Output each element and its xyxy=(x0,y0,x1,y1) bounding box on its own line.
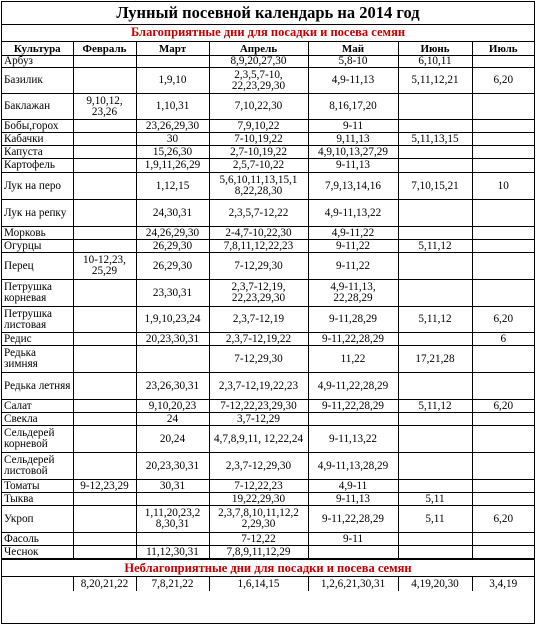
table-row xyxy=(2,533,534,546)
crop-name-cell: Редька летняя xyxy=(2,373,73,400)
days-cell-july: 6,20 xyxy=(472,307,534,333)
days-cell-july xyxy=(472,120,534,133)
days-cell-may: 8,16,17,20 xyxy=(308,94,398,120)
days-cell-july xyxy=(472,346,534,373)
days-cell-april: 2,3,5,7-10, 22,23,29,30 xyxy=(209,68,308,94)
days-cell-june xyxy=(398,546,472,559)
days-cell-april: 7-12,29,30 xyxy=(209,346,308,373)
days-cell-february xyxy=(73,400,136,413)
days-cell-may xyxy=(308,546,398,559)
days-cell-february xyxy=(73,200,136,227)
days-cell-may: 4,9-11 xyxy=(308,480,398,493)
days-cell-april: 2,3,5,7-12,22 xyxy=(209,200,308,227)
crop-name-cell: Баклажан xyxy=(2,94,73,120)
days-cell-april: 2,3,7,8,10,11,12,2 2,29,30 xyxy=(209,506,308,533)
days-cell-june: 5,11,12 xyxy=(398,400,472,413)
days-cell-june: 6,10,11 xyxy=(398,56,472,68)
days-cell-july: 6,20 xyxy=(472,68,534,94)
table-row xyxy=(2,546,534,559)
table-row xyxy=(2,253,534,280)
days-cell-april: 19,22,29,30 xyxy=(209,493,308,506)
days-cell-february xyxy=(73,240,136,253)
days-cell-march: 24 xyxy=(136,413,209,426)
days-cell-may: 9-11,22,28,29 xyxy=(308,400,398,413)
days-cell-june: 5,11 xyxy=(398,506,472,533)
days-cell-april: 7-12,29,30 xyxy=(209,253,308,280)
days-cell-march xyxy=(136,346,209,373)
unfavorable-cell-crop xyxy=(2,577,73,591)
days-cell-july xyxy=(472,426,534,453)
table-row xyxy=(2,480,534,493)
days-cell-july xyxy=(472,413,534,426)
days-cell-april: 7-12,22,23 xyxy=(209,480,308,493)
days-cell-june xyxy=(398,253,472,280)
table-row xyxy=(2,133,534,146)
calendar-table xyxy=(2,42,534,559)
days-cell-march: 20,23,30,31 xyxy=(136,333,209,346)
crop-name-cell: Томаты xyxy=(2,480,73,493)
days-cell-march: 11,12,30,31 xyxy=(136,546,209,559)
days-cell-july xyxy=(472,373,534,400)
unfavorable-cell-june: 4,19,20,30 xyxy=(398,577,472,591)
days-cell-march: 23,26,29,30 xyxy=(136,120,209,133)
unfavorable-cell-april: 1,6,14,15 xyxy=(209,577,308,591)
days-cell-june xyxy=(398,453,472,480)
table-row xyxy=(2,68,534,94)
days-cell-june xyxy=(398,120,472,133)
page-title: Лунный посевной календарь на 2014 год xyxy=(2,2,534,25)
days-cell-february xyxy=(73,413,136,426)
days-cell-february xyxy=(73,68,136,94)
days-cell-february xyxy=(73,227,136,240)
days-cell-april: 2,5,7-10,22 xyxy=(209,159,308,173)
days-cell-april: 7-10,19,22 xyxy=(209,133,308,146)
col-header-april: Апрель xyxy=(209,42,308,56)
days-cell-february: 9-12,23,29 xyxy=(73,480,136,493)
crop-name-cell: Арбуз xyxy=(2,56,73,68)
table-row xyxy=(2,413,534,426)
col-header-june: Июнь xyxy=(398,42,472,56)
days-cell-march: 1,9,11,26,29 xyxy=(136,159,209,173)
table-row xyxy=(2,280,534,307)
table-row xyxy=(2,426,534,453)
days-cell-april: 2,7-10,19,22 xyxy=(209,146,308,159)
days-cell-march: 23,30,31 xyxy=(136,280,209,307)
days-cell-may: 9-11,28,29 xyxy=(308,307,398,333)
days-cell-july xyxy=(472,200,534,227)
days-cell-may: 9-11,13 xyxy=(308,493,398,506)
table-row xyxy=(2,333,534,346)
days-cell-may: 9-11 xyxy=(308,533,398,546)
crop-name-cell: Редька зимняя xyxy=(2,346,73,373)
days-cell-april: 4,7,8,9,11, 12,22,24 xyxy=(209,426,308,453)
crop-name-cell: Морковь xyxy=(2,227,73,240)
days-cell-july xyxy=(472,94,534,120)
days-cell-july xyxy=(472,240,534,253)
days-cell-march: 20,24 xyxy=(136,426,209,453)
crop-name-cell: Тыква xyxy=(2,493,73,506)
days-cell-march: 24,30,31 xyxy=(136,200,209,227)
days-cell-february xyxy=(73,506,136,533)
table-row xyxy=(2,120,534,133)
days-cell-february xyxy=(73,346,136,373)
days-cell-may: 4,9-11,22 xyxy=(308,227,398,240)
table-row xyxy=(2,173,534,200)
crop-name-cell: Картофель xyxy=(2,159,73,173)
days-cell-june: 5,11 xyxy=(398,493,472,506)
days-cell-july xyxy=(472,146,534,159)
days-cell-may: 4,9-11,13,22 xyxy=(308,200,398,227)
table-row xyxy=(2,307,534,333)
days-cell-march: 23,26,30,31 xyxy=(136,373,209,400)
table-row xyxy=(2,94,534,120)
days-cell-may: 4,9-11,22,28,29 xyxy=(308,373,398,400)
calendar-sheet xyxy=(1,1,535,624)
days-cell-february xyxy=(73,453,136,480)
days-cell-february: 9,10,12, 23,26 xyxy=(73,94,136,120)
table-row xyxy=(2,493,534,506)
days-cell-june xyxy=(398,200,472,227)
days-cell-june xyxy=(398,227,472,240)
days-cell-february xyxy=(73,159,136,173)
crop-name-cell: Сельдерей корневой xyxy=(2,426,73,453)
table-row xyxy=(2,400,534,413)
days-cell-march: 1,9,10 xyxy=(136,68,209,94)
col-header-july: Июль xyxy=(472,42,534,56)
table-row xyxy=(2,200,534,227)
days-cell-february xyxy=(73,173,136,200)
days-cell-april: 7,9,10,22 xyxy=(209,120,308,133)
crop-name-cell: Лук на перо xyxy=(2,173,73,200)
days-cell-march: 30,31 xyxy=(136,480,209,493)
crop-name-cell: Сельдерей листовой xyxy=(2,453,73,480)
days-cell-february xyxy=(73,120,136,133)
unfavorable-cell-february: 8,20,21,22 xyxy=(73,577,136,591)
table-row xyxy=(2,159,534,173)
days-cell-may: 9-11,13 xyxy=(308,159,398,173)
days-cell-april: 2,3,7-12,19,22,23 xyxy=(209,373,308,400)
days-cell-july: 10 xyxy=(472,173,534,200)
days-cell-july xyxy=(472,56,534,68)
unfavorable-cell-july: 3,4,19 xyxy=(472,577,534,591)
days-cell-july xyxy=(472,227,534,240)
unfavorable-table xyxy=(2,577,534,591)
days-cell-april: 7,8,11,12,22,23 xyxy=(209,240,308,253)
days-cell-july xyxy=(472,159,534,173)
days-cell-march xyxy=(136,533,209,546)
days-cell-april: 5,6,10,11,13,15,1 8,22,28,30 xyxy=(209,173,308,200)
days-cell-july xyxy=(472,133,534,146)
days-cell-june xyxy=(398,373,472,400)
days-cell-may: 4,9-11,13,28,29 xyxy=(308,453,398,480)
crop-name-cell: Базилик xyxy=(2,68,73,94)
days-cell-may: 5,8-10 xyxy=(308,56,398,68)
days-cell-june: 5,11,13,15 xyxy=(398,133,472,146)
days-cell-march: 15,26,30 xyxy=(136,146,209,159)
unfavorable-cell-may: 1,2,6,21,30,31 xyxy=(308,577,398,591)
col-header-may: Май xyxy=(308,42,398,56)
crop-name-cell: Свекла xyxy=(2,413,73,426)
days-cell-march xyxy=(136,493,209,506)
days-cell-may: 4,9,10,13,27,29 xyxy=(308,146,398,159)
days-cell-april: 7-12,22 xyxy=(209,533,308,546)
days-cell-may: 9-11,22 xyxy=(308,240,398,253)
days-cell-july: 6 xyxy=(472,333,534,346)
days-cell-march: 1,11,20,23,2 8,30,31 xyxy=(136,506,209,533)
table-row xyxy=(2,346,534,373)
days-cell-february xyxy=(73,426,136,453)
crop-name-cell: Салат xyxy=(2,400,73,413)
days-cell-july xyxy=(472,480,534,493)
days-cell-july xyxy=(472,546,534,559)
table-row xyxy=(2,373,534,400)
days-cell-june: 5,11,12 xyxy=(398,240,472,253)
days-cell-april: 2,3,7-12,29,30 xyxy=(209,453,308,480)
days-cell-february xyxy=(73,56,136,68)
days-cell-june xyxy=(398,280,472,307)
days-cell-february: 10-12,23, 25,29 xyxy=(73,253,136,280)
days-cell-march: 30 xyxy=(136,133,209,146)
days-cell-march: 1,9,10,23,24 xyxy=(136,307,209,333)
days-cell-may: 9-11,22,28,29 xyxy=(308,506,398,533)
crop-name-cell: Перец xyxy=(2,253,73,280)
days-cell-february xyxy=(73,333,136,346)
days-cell-july xyxy=(472,453,534,480)
days-cell-april: 2,3,7-12,19,22 xyxy=(209,333,308,346)
days-cell-june xyxy=(398,333,472,346)
days-cell-may: 11,22 xyxy=(308,346,398,373)
days-cell-february xyxy=(73,133,136,146)
days-cell-may: 4,9-11,13, 22,28,29 xyxy=(308,280,398,307)
favorable-heading: Благоприятные дни для посадки и посева семян xyxy=(2,25,534,42)
days-cell-june xyxy=(398,159,472,173)
days-cell-june xyxy=(398,94,472,120)
crop-name-cell: Капуста xyxy=(2,146,73,159)
col-header-march: Март xyxy=(136,42,209,56)
days-cell-july: 6,20 xyxy=(472,400,534,413)
days-cell-february xyxy=(73,307,136,333)
days-cell-may: 9-11,13,22 xyxy=(308,426,398,453)
days-cell-june xyxy=(398,533,472,546)
days-cell-february xyxy=(73,493,136,506)
crop-name-cell: Редис xyxy=(2,333,73,346)
table-row xyxy=(2,146,534,159)
unfavorable-cell-march: 7,8,21,22 xyxy=(136,577,209,591)
days-cell-march xyxy=(136,56,209,68)
days-cell-june xyxy=(398,480,472,493)
days-cell-february xyxy=(73,146,136,159)
table-row xyxy=(2,240,534,253)
days-cell-april: 3,7-12,29 xyxy=(209,413,308,426)
days-cell-june xyxy=(398,426,472,453)
days-cell-may: 9-11 xyxy=(308,120,398,133)
days-cell-may: 9-11,22 xyxy=(308,253,398,280)
days-cell-july xyxy=(472,253,534,280)
days-cell-july xyxy=(472,533,534,546)
days-cell-june xyxy=(398,413,472,426)
days-cell-march: 20,23,30,31 xyxy=(136,453,209,480)
crop-name-cell: Фасоль xyxy=(2,533,73,546)
days-cell-february xyxy=(73,373,136,400)
days-cell-march: 24,26,29,30 xyxy=(136,227,209,240)
days-cell-april: 7,10,22,30 xyxy=(209,94,308,120)
days-cell-june: 17,21,28 xyxy=(398,346,472,373)
crop-name-cell: Чеснок xyxy=(2,546,73,559)
unfavorable-heading: Неблагоприятные дни для посадки и посева семян xyxy=(2,559,534,577)
crop-name-cell: Лук на репку xyxy=(2,200,73,227)
days-cell-april: 8,9,20,27,30 xyxy=(209,56,308,68)
days-cell-march: 26,29,30 xyxy=(136,253,209,280)
days-cell-july xyxy=(472,493,534,506)
days-cell-june: 7,10,15,21 xyxy=(398,173,472,200)
crop-name-cell: Петрушка листовая xyxy=(2,307,73,333)
days-cell-july xyxy=(472,280,534,307)
col-header-february: Февраль xyxy=(73,42,136,56)
days-cell-march: 1,10,31 xyxy=(136,94,209,120)
crop-name-cell: Кабачки xyxy=(2,133,73,146)
days-cell-february xyxy=(73,546,136,559)
days-cell-june: 5,11,12 xyxy=(398,307,472,333)
days-cell-april: 7,8,9,11,12,29 xyxy=(209,546,308,559)
days-cell-march: 9,10,20,23 xyxy=(136,400,209,413)
table-body xyxy=(2,56,534,559)
days-cell-april: 2-4,7-10,22,30 xyxy=(209,227,308,240)
days-cell-may xyxy=(308,413,398,426)
unfavorable-row xyxy=(2,577,534,591)
table-row xyxy=(2,453,534,480)
days-cell-may: 4,9-11,13 xyxy=(308,68,398,94)
days-cell-may: 9-11,22,28,29 xyxy=(308,333,398,346)
days-cell-april: 2,3,7-12,19 xyxy=(209,307,308,333)
crop-name-cell: Петрушка корневая xyxy=(2,280,73,307)
crop-name-cell: Укроп xyxy=(2,506,73,533)
table-row xyxy=(2,506,534,533)
header-row xyxy=(2,42,534,56)
table-row xyxy=(2,227,534,240)
days-cell-may: 9,11,13 xyxy=(308,133,398,146)
days-cell-april: 2,3,7-12,19, 22,23,29,30 xyxy=(209,280,308,307)
crop-name-cell: Огурцы xyxy=(2,240,73,253)
days-cell-february xyxy=(73,280,136,307)
days-cell-may: 7,9,13,14,16 xyxy=(308,173,398,200)
days-cell-july: 6,20 xyxy=(472,506,534,533)
days-cell-march: 1,12,15 xyxy=(136,173,209,200)
table-row xyxy=(2,56,534,68)
days-cell-march: 26,29,30 xyxy=(136,240,209,253)
col-header-crop: Культура xyxy=(2,42,73,56)
days-cell-june xyxy=(398,146,472,159)
crop-name-cell: Бобы,горох xyxy=(2,120,73,133)
days-cell-february xyxy=(73,533,136,546)
days-cell-april: 7-12,22,23,29,30 xyxy=(209,400,308,413)
days-cell-june: 5,11,12,21 xyxy=(398,68,472,94)
